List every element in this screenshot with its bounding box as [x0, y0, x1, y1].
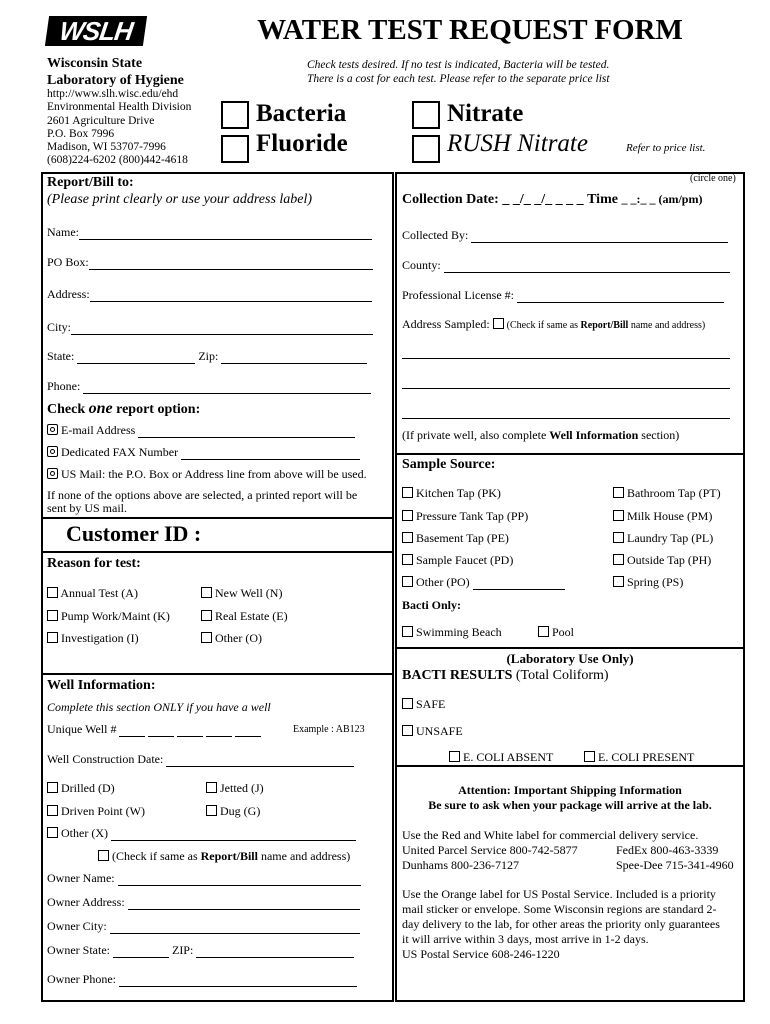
shipping-ask: Be sure to ask when your package will arrive at the lab.	[428, 798, 712, 812]
reason-other-label: Other (O)	[215, 631, 262, 645]
bacti-results-b: (Total Coliform)	[512, 668, 609, 683]
driven-point-label: Driven Point (W)	[61, 804, 145, 818]
swimming-beach-checkbox[interactable]	[402, 626, 413, 637]
swimming-beach-label: Swimming Beach	[416, 625, 502, 639]
source-other-line[interactable]	[473, 577, 565, 590]
address-sampled-checkbox[interactable]	[493, 318, 504, 329]
ecoli-present-checkbox[interactable]	[584, 751, 595, 762]
state-zip-field[interactable]	[47, 349, 367, 364]
bacteria-checkbox[interactable]	[221, 101, 249, 129]
basement-tap-checkbox[interactable]	[402, 532, 413, 543]
org-phones: (608)224-6202 (800)442-4618	[47, 154, 188, 167]
email-label: E-mail Address	[61, 423, 136, 437]
note-line2: sent by US mail.	[47, 501, 127, 515]
owner-state-label: Owner State:	[47, 943, 110, 957]
collection-date-label: Collection Date:	[402, 192, 499, 207]
construction-date-label: Well Construction Date:	[47, 752, 164, 766]
address-field[interactable]	[47, 287, 372, 302]
owner-city-label: Owner City:	[47, 919, 107, 933]
fluoride-label: Fluoride	[256, 130, 348, 157]
owner-same-checkbox[interactable]	[98, 850, 109, 861]
outside-tap-option[interactable]	[613, 553, 711, 568]
source-other-label: Other (PO)	[416, 575, 470, 589]
fax-option[interactable]	[47, 445, 360, 460]
laundry-tap-option[interactable]	[613, 531, 713, 546]
usps-phone: US Postal Service 608-246-1220	[402, 947, 560, 961]
fax-line[interactable]	[181, 447, 360, 460]
safe-label: SAFE	[416, 697, 446, 711]
usmail-option[interactable]	[47, 467, 367, 482]
address-sampled-line2[interactable]	[402, 388, 730, 389]
owner-phone-field[interactable]	[47, 972, 357, 987]
fax-label: Dedicated FAX Number	[61, 445, 179, 459]
report-subheading: (Please print clearly or use your address label)	[47, 192, 313, 207]
owner-zip-label: ZIP:	[171, 943, 194, 957]
reason-heading: Reason for test:	[47, 556, 141, 571]
pressure-tank-label: Pressure Tank Tap (PP)	[416, 509, 529, 523]
email-option[interactable]	[47, 423, 355, 438]
reason-other-option[interactable]	[201, 631, 262, 646]
state-label: State:	[47, 349, 75, 363]
owner-name-line[interactable]	[118, 873, 361, 886]
milk-house-option[interactable]	[613, 509, 712, 524]
private-text-b: Well Information	[549, 428, 639, 442]
address-sampled-label: Address Sampled:	[402, 317, 490, 331]
fax-radio[interactable]	[47, 446, 58, 457]
pool-label: Pool	[552, 625, 575, 639]
name-line[interactable]	[79, 227, 372, 240]
source-other-checkbox[interactable]	[402, 576, 413, 587]
safe-checkbox[interactable]	[402, 698, 413, 709]
address-sampled-line3[interactable]	[402, 418, 730, 419]
option-heading-c: report option:	[112, 402, 201, 417]
sample-source-heading: Sample Source:	[402, 457, 496, 472]
sampled-text-b: Report/Bill	[580, 320, 629, 331]
unsafe-option[interactable]	[402, 724, 463, 739]
sample-faucet-label: Sample Faucet (PD)	[416, 553, 514, 567]
collection-date-time[interactable]	[402, 192, 702, 208]
instruction-line1: Check tests desired. If no test is indicated, Bacteria will be tested.	[307, 59, 610, 71]
name-field[interactable]	[47, 225, 372, 240]
pool-option[interactable]	[538, 625, 574, 640]
jetted-label: Jetted (J)	[220, 781, 264, 795]
sampled-text-a: (Check if same as	[506, 320, 581, 331]
county-label: County:	[402, 258, 441, 272]
usmail-radio[interactable]	[47, 468, 58, 479]
ecoli-present-option[interactable]	[584, 750, 694, 765]
jetted-option[interactable]	[206, 781, 264, 796]
owner-city-field[interactable]	[47, 919, 360, 934]
orange-line4: it will arrive within 3 days, most arrive in 1-2 days.	[402, 932, 649, 946]
owner-address-line[interactable]	[128, 897, 360, 910]
phone-label: Phone:	[47, 379, 81, 393]
pobox-line[interactable]	[89, 257, 373, 270]
drilled-label: Drilled (D)	[61, 781, 115, 795]
owner-name-label: Owner Name:	[47, 871, 115, 885]
source-other-option[interactable]	[402, 575, 565, 590]
dug-label: Dug (G)	[220, 804, 261, 818]
bacti-results-heading	[402, 668, 609, 684]
org-pobox: P.O. Box 7996	[47, 127, 115, 140]
unsafe-label: UNSAFE	[416, 724, 463, 738]
usmail-label: US Mail: the P.O. Box or Address line from above will be used.	[61, 467, 367, 481]
well-note: Complete this section ONLY if you have a well	[47, 700, 271, 714]
pump-work-label: Pump Work/Maint (K)	[61, 609, 170, 623]
county-field[interactable]	[402, 258, 730, 273]
investigation-checkbox[interactable]	[47, 632, 58, 643]
city-label: City:	[47, 320, 72, 334]
address-sampled-line1[interactable]	[402, 358, 730, 359]
reason-other-checkbox[interactable]	[201, 632, 212, 643]
spring-option[interactable]	[613, 575, 683, 590]
driven-point-checkbox[interactable]	[47, 805, 58, 816]
pobox-label: PO Box:	[47, 255, 89, 269]
laundry-tap-label: Laundry Tap (PL)	[627, 531, 714, 545]
org-name-line1: Wisconsin State	[47, 56, 143, 71]
investigation-label: Investigation (I)	[61, 631, 139, 645]
well-heading: Well Information:	[47, 678, 156, 693]
swimming-beach-option[interactable]	[402, 625, 502, 640]
default-report-note	[47, 489, 357, 515]
orange-line3: day delivery to the lab, for other areas the priority only guarantees	[402, 917, 720, 931]
lab-use-heading: (Laboratory Use Only)	[506, 651, 634, 666]
license-label: Professional License #:	[402, 288, 514, 302]
bathroom-tap-option[interactable]	[613, 486, 721, 501]
unique-well-example: Example : AB123	[293, 724, 365, 735]
well-other-checkbox[interactable]	[47, 827, 58, 838]
fluoride-checkbox[interactable]	[221, 135, 249, 163]
driven-point-option[interactable]	[47, 804, 145, 819]
sample-source-section	[395, 453, 745, 649]
owner-same-option[interactable]	[98, 849, 350, 864]
zip-line[interactable]	[221, 351, 367, 364]
sampled-text-c: name and address)	[628, 320, 706, 331]
county-line[interactable]	[444, 260, 730, 273]
test-instructions	[307, 58, 610, 86]
safe-option[interactable]	[402, 697, 445, 712]
private-text-c: section)	[638, 428, 680, 442]
phone-line[interactable]	[83, 381, 371, 394]
pressure-tank-checkbox[interactable]	[402, 510, 413, 521]
collected-by-label: Collected By:	[402, 228, 469, 242]
org-street: 2601 Agriculture Drive	[47, 114, 155, 127]
unique-well-label: Unique Well #	[47, 722, 117, 736]
well-other-line[interactable]	[111, 828, 356, 841]
address-label: Address:	[47, 287, 90, 301]
ecoli-absent-checkbox[interactable]	[449, 751, 460, 762]
pobox-field[interactable]	[47, 255, 373, 270]
collection-date-blank[interactable]: _ _/_ _/_ _ _ _	[502, 192, 584, 207]
city-field[interactable]	[47, 320, 373, 335]
basement-tap-label: Basement Tap (PE)	[416, 531, 509, 545]
owner-same-text-b: Report/Bill	[200, 849, 258, 863]
unique-well-line5[interactable]	[235, 724, 261, 737]
org-name-line2: Laboratory of Hygiene	[47, 73, 184, 88]
unsafe-checkbox[interactable]	[402, 725, 413, 736]
report-heading: Report/Bill to:	[47, 175, 134, 190]
collection-time-label: Time	[587, 192, 618, 207]
owner-zip-line[interactable]	[196, 945, 354, 958]
note-line1: If none of the options above are selected, a printed report will be	[47, 488, 358, 502]
pump-work-checkbox[interactable]	[47, 610, 58, 621]
real-estate-checkbox[interactable]	[201, 610, 212, 621]
collected-by-field[interactable]	[402, 228, 728, 243]
orange-line2: mail sticker or envelope. Some Wisconsin regions are standard 2-	[402, 902, 717, 916]
owner-same-text-c: name and address)	[257, 849, 351, 863]
unique-well-line3[interactable]	[177, 724, 203, 737]
new-well-option[interactable]	[201, 586, 282, 601]
annual-test-option[interactable]	[47, 586, 138, 601]
kitchen-tap-checkbox[interactable]	[402, 487, 413, 498]
option-heading-a: Check	[47, 402, 89, 417]
ecoli-absent-option[interactable]	[449, 750, 553, 765]
real-estate-label: Real Estate (E)	[215, 609, 288, 623]
bathroom-tap-label: Bathroom Tap (PT)	[627, 486, 721, 500]
rush-nitrate-checkbox[interactable]	[412, 135, 440, 163]
kitchen-tap-option[interactable]	[402, 486, 501, 501]
circle-one-note: (circle one)	[690, 173, 736, 184]
bathroom-tap-checkbox[interactable]	[613, 487, 624, 498]
jetted-checkbox[interactable]	[206, 782, 217, 793]
real-estate-option[interactable]	[201, 609, 288, 624]
construction-date-line[interactable]	[166, 754, 354, 767]
unique-well-line1[interactable]	[119, 724, 145, 737]
org-url[interactable]: http://www.slh.wisc.edu/ehd	[47, 88, 179, 100]
license-field[interactable]	[402, 288, 724, 303]
report-option-heading	[47, 400, 200, 418]
price-list-note: Refer to price list.	[626, 142, 706, 154]
collection-time-blank[interactable]: _ _:_ _ (am/pm)	[621, 192, 703, 206]
ecoli-present-label: E. COLI PRESENT	[598, 750, 695, 764]
pool-checkbox[interactable]	[538, 626, 549, 637]
email-radio[interactable]	[47, 424, 58, 435]
org-division: Environmental Health Division	[47, 101, 192, 114]
form-title: WATER TEST REQUEST FORM	[257, 14, 683, 46]
bacti-only-label: Bacti Only:	[402, 598, 461, 612]
laundry-tap-checkbox[interactable]	[613, 532, 624, 543]
sample-faucet-option[interactable]	[402, 553, 513, 568]
fedex-phone: FedEx 800-463-3339	[616, 843, 719, 857]
phone-field[interactable]	[47, 379, 371, 394]
annual-test-label: Annual Test (A)	[60, 586, 138, 600]
owner-city-line[interactable]	[110, 921, 360, 934]
license-line[interactable]	[517, 290, 724, 303]
rush-nitrate-label: RUSH Nitrate	[447, 130, 588, 157]
new-well-label: New Well (N)	[215, 586, 283, 600]
unique-well-field[interactable]	[47, 722, 261, 737]
dug-checkbox[interactable]	[206, 805, 217, 816]
unique-well-line4[interactable]	[206, 724, 232, 737]
drilled-checkbox[interactable]	[47, 782, 58, 793]
email-line[interactable]	[138, 425, 355, 438]
owner-phone-line[interactable]	[119, 974, 357, 987]
nitrate-checkbox[interactable]	[412, 101, 440, 129]
owner-name-field[interactable]	[47, 871, 361, 886]
milk-house-label: Milk House (PM)	[627, 509, 713, 523]
new-well-checkbox[interactable]	[201, 587, 212, 598]
owner-address-label: Owner Address:	[47, 895, 125, 909]
orange-label-note	[402, 887, 720, 962]
outside-tap-label: Outside Tap (PH)	[627, 553, 712, 567]
owner-same-text-a: (Check if same as	[112, 849, 201, 863]
pressure-tank-option[interactable]	[402, 509, 528, 524]
customer-id-label: Customer ID :	[66, 521, 202, 546]
drilled-option[interactable]	[47, 781, 115, 796]
private-text-a: (If private well, also complete	[402, 428, 550, 442]
org-address	[47, 88, 191, 168]
shipping-attention: Attention: Important Shipping Information	[458, 783, 682, 797]
state-line[interactable]	[77, 351, 195, 364]
orange-line1: Use the Orange label for US Postal Service. Included is a priority	[402, 887, 716, 901]
wslh-logo: WSLH	[45, 16, 147, 46]
milk-house-checkbox[interactable]	[613, 510, 624, 521]
bacti-results-a: BACTI RESULTS	[402, 668, 513, 683]
nitrate-label: Nitrate	[447, 100, 524, 127]
dug-option[interactable]	[206, 804, 260, 819]
pump-work-option[interactable]	[47, 609, 170, 624]
name-label: Name:	[47, 225, 79, 239]
spring-label: Spring (PS)	[627, 575, 684, 589]
collection-section	[395, 172, 745, 455]
address-sampled-field[interactable]	[402, 317, 705, 332]
unique-well-line2[interactable]	[148, 724, 174, 737]
kitchen-tap-label: Kitchen Tap (PK)	[416, 486, 501, 500]
annual-test-checkbox[interactable]	[47, 587, 58, 598]
ecoli-absent-label: E. COLI ABSENT	[463, 750, 554, 764]
sample-faucet-checkbox[interactable]	[402, 554, 413, 565]
dunhams-phone: Dunhams 800-236-7127	[402, 858, 519, 872]
city-line[interactable]	[71, 322, 373, 335]
bacteria-label: Bacteria	[256, 100, 347, 127]
instruction-line2: There is a cost for each test. Please refer to the separate price list	[307, 73, 610, 85]
red-white-label-note: Use the Red and White label for commercial delivery service.	[402, 828, 699, 842]
outside-tap-checkbox[interactable]	[613, 554, 624, 565]
basement-tap-option[interactable]	[402, 531, 509, 546]
ups-phone: United Parcel Service 800-742-5877	[402, 843, 578, 857]
option-heading-b: one	[88, 400, 113, 417]
owner-address-field[interactable]	[47, 895, 360, 910]
well-other-option[interactable]	[47, 826, 356, 841]
org-city: Madison, WI 53707-7996	[47, 141, 166, 154]
zip-label: Zip:	[198, 349, 219, 363]
org-name	[47, 55, 184, 89]
spring-checkbox[interactable]	[613, 576, 624, 587]
private-well-note	[402, 428, 679, 443]
owner-state-line[interactable]	[113, 945, 169, 958]
collected-by-line[interactable]	[471, 230, 728, 243]
owner-phone-label: Owner Phone:	[47, 972, 116, 986]
investigation-option[interactable]	[47, 631, 139, 646]
construction-date-field[interactable]	[47, 752, 354, 767]
owner-state-zip-field[interactable]	[47, 943, 354, 958]
well-other-label: Other (X)	[61, 826, 108, 840]
speedee-phone: Spee-Dee 715-341-4960	[616, 858, 734, 872]
address-line[interactable]	[90, 289, 372, 302]
